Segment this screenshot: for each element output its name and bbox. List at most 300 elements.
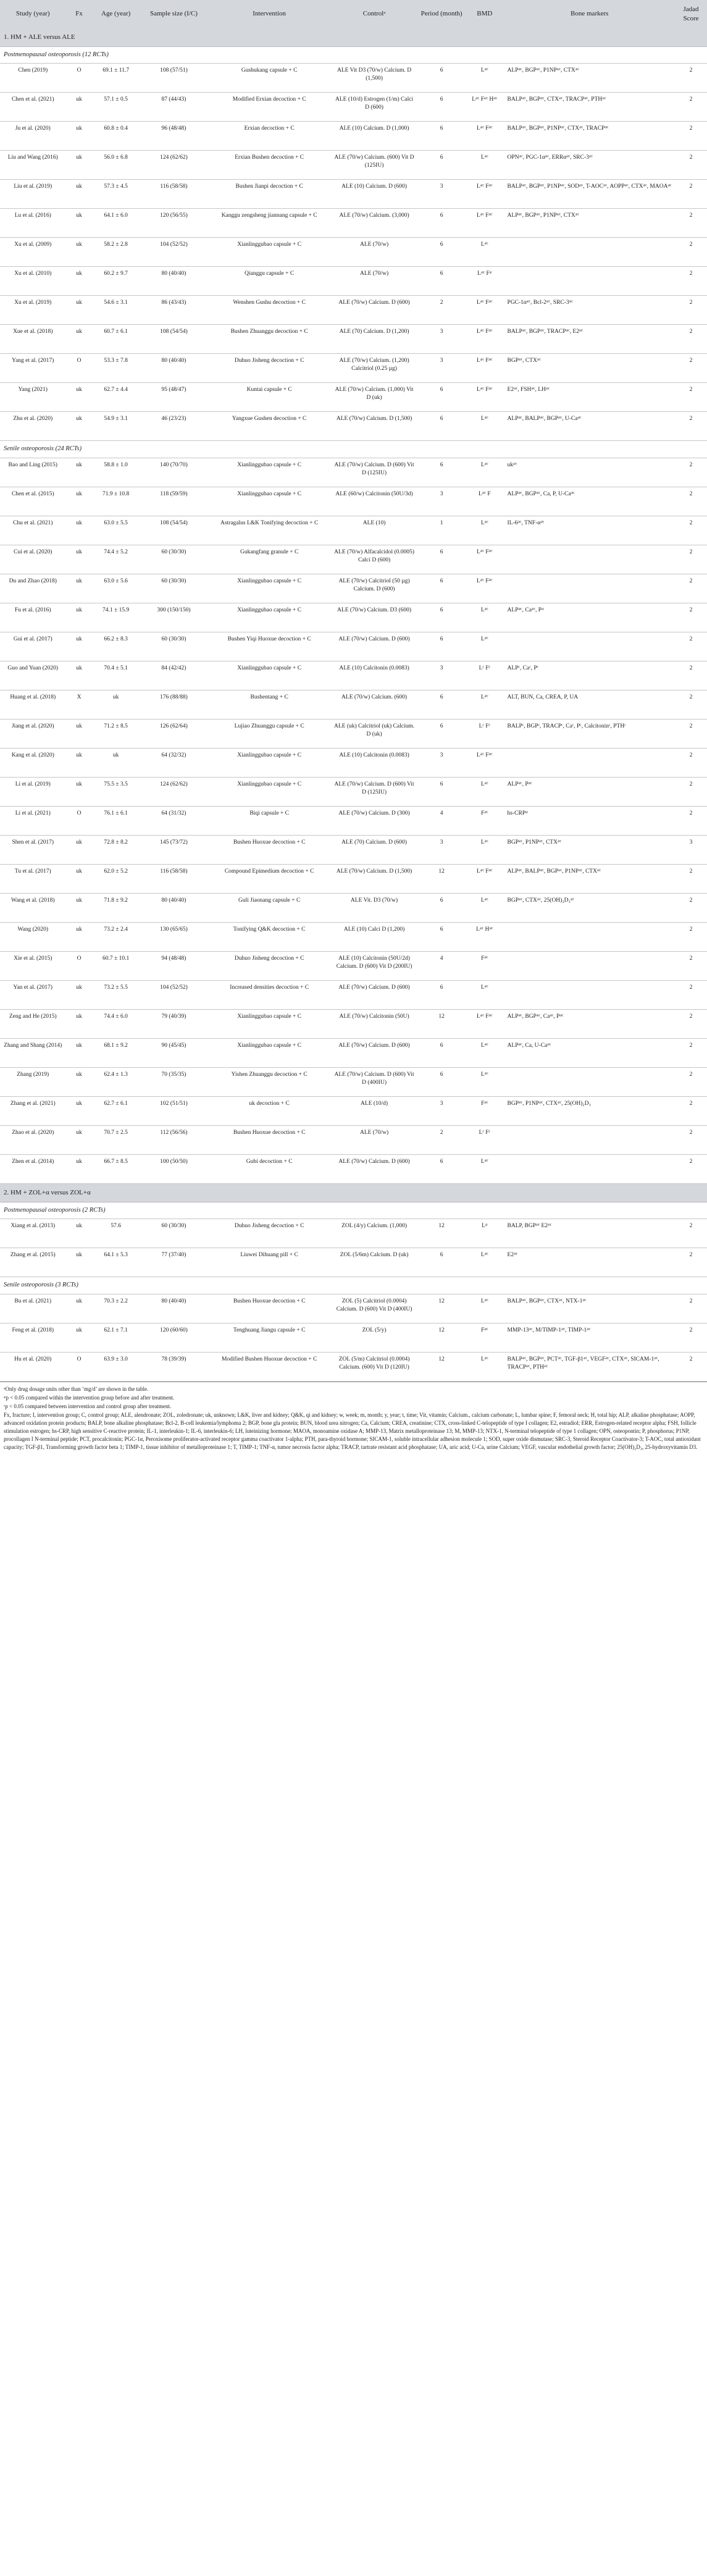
cell-control: ALE (70/w) Calcium. (1,200) Calcitriol (0.25 µg) [330, 354, 418, 383]
cell-bone-markers: BALPᵆᶜ, BGPᵆᶜ, CTXᵆᶜ, NTX-1ᵆᶜ [504, 1294, 675, 1323]
cell-study: Bao and Ling (2015) [0, 458, 66, 487]
cell-intervention: Tonifying Q&K decoction + C [208, 922, 330, 951]
cell-study: Huang et al. (2018) [0, 690, 66, 719]
cell-jadad-score: 2 [675, 574, 707, 603]
cell-study: Xue et al. (2018) [0, 325, 66, 354]
cell-age: 63.0 ± 5.6 [93, 574, 140, 603]
cell-jadad-score: 2 [675, 922, 707, 951]
cell-study: Xu et al. (2010) [0, 267, 66, 296]
cell-intervention: Gubi decoction + C [208, 1154, 330, 1183]
cell-bone-markers [504, 574, 675, 603]
table-row [0, 1096, 707, 1125]
cell-period: 6 [418, 1248, 465, 1277]
cell-bone-markers [504, 1154, 675, 1183]
cell-bmd: Lᵆᶜ Fᵆᶜ [465, 864, 504, 893]
section-heading [0, 28, 707, 47]
cell-fx: uk [66, 835, 93, 864]
cell-fx: X [66, 690, 93, 719]
table-row [0, 1009, 707, 1038]
table-row [0, 603, 707, 632]
cell-jadad-score: 2 [675, 180, 707, 209]
cell-control: ALE Vit D3 (70/w) Calcium. D (1,500) [330, 64, 418, 93]
table-row [0, 748, 707, 777]
cell-period: 6 [418, 93, 465, 122]
table-row [0, 325, 707, 354]
cell-period: 3 [418, 1096, 465, 1125]
cell-control: ALE (70/w) Calcitriol (50 µg) Calcium. D (600) [330, 574, 418, 603]
cell-jadad-score: 2 [675, 383, 707, 412]
cell-control: ALE (10) Calcium. D (600) [330, 180, 418, 209]
cell-bmd: Lᵆᶜ [465, 1067, 504, 1096]
cell-bone-markers: BALPᵆᶜ, BGPᵆᶜ, TRACPᵆᶜ, E2ᵆᶜ [504, 325, 675, 354]
cell-bone-markers: ALPᵆᶜ, Ca, U-Caᵆᶜ [504, 1038, 675, 1067]
cell-study: Yang (2021) [0, 383, 66, 412]
cell-control: ALE (70/w) Calcium. D (600) [330, 296, 418, 325]
cell-jadad-score: 2 [675, 412, 707, 441]
table-row [0, 180, 707, 209]
header-fx: Fx [66, 0, 93, 28]
cell-bone-markers [504, 632, 675, 661]
cell-sample-size: 126 (62/64) [140, 719, 209, 748]
cell-sample-size: 120 (60/60) [140, 1323, 209, 1352]
cell-bmd: Lᵆᶜ Fᵆᶜ Hᵆᶜ [465, 93, 504, 122]
cell-sample-size: 140 (70/70) [140, 458, 209, 487]
cell-jadad-score: 2 [675, 64, 707, 93]
cell-bone-markers [504, 980, 675, 1009]
cell-control: ALE (70/w) Calcium. D (1,500) [330, 412, 418, 441]
table-row [0, 835, 707, 864]
cell-jadad-score: 2 [675, 151, 707, 180]
cell-study: Li et al. (2019) [0, 777, 66, 806]
cell-jadad-score: 2 [675, 354, 707, 383]
cell-age: 66.2 ± 8.3 [93, 632, 140, 661]
cell-age: 71.2 ± 8.5 [93, 719, 140, 748]
footnote-b: ᵆp < 0.05 compared within the intervention group before and after treatment. [4, 1395, 175, 1401]
cell-age: 71.9 ± 10.8 [93, 487, 140, 516]
cell-sample-size: 70 (35/35) [140, 1067, 209, 1096]
cell-study: Guo and Yuan (2020) [0, 661, 66, 690]
cell-sample-size: 102 (51/51) [140, 1096, 209, 1125]
cell-sample-size: 80 (40/40) [140, 267, 209, 296]
cell-period: 1 [418, 516, 465, 545]
cell-jadad-score: 2 [675, 864, 707, 893]
table-row [0, 516, 707, 545]
cell-jadad-score: 2 [675, 1067, 707, 1096]
header-control: Controlᵃ [330, 0, 418, 28]
cell-bmd: Lᵆᶜ [465, 632, 504, 661]
cell-jadad-score: 2 [675, 632, 707, 661]
cell-age: uk [93, 690, 140, 719]
cell-control: ALE (70/w) Calcium. D (300) [330, 806, 418, 835]
cell-jadad-score: 2 [675, 777, 707, 806]
cell-age: 70.4 ± 5.1 [93, 661, 140, 690]
cell-control: ZOL (5/y) [330, 1323, 418, 1352]
cell-control: ZOL (5/6m) Calcium. D (uk) [330, 1248, 418, 1277]
table-row [0, 209, 707, 238]
cell-period: 3 [418, 835, 465, 864]
cell-jadad-score: 2 [675, 1248, 707, 1277]
cell-fx: uk [66, 267, 93, 296]
table-row [0, 632, 707, 661]
cell-sample-size: 64 (31/32) [140, 806, 209, 835]
header-study: Study (year) [0, 0, 66, 28]
cell-intervention: Erxian decoction + C [208, 122, 330, 151]
cell-intervention: Guli Jiaonang capsule + C [208, 893, 330, 922]
cell-study: Fu et al. (2016) [0, 603, 66, 632]
cell-bone-markers [504, 238, 675, 267]
cell-bone-markers: ALPᵆᶜ, Pᵆᶜ [504, 777, 675, 806]
cell-jadad-score: 2 [675, 1352, 707, 1381]
cell-age: 60.2 ± 9.7 [93, 267, 140, 296]
cell-bone-markers [504, 922, 675, 951]
cell-fx: uk [66, 458, 93, 487]
cell-control: ALE (70/w) Calcium. D (600) Vit D (125IU) [330, 777, 418, 806]
cell-study: Xu et al. (2009) [0, 238, 66, 267]
cell-sample-size: 112 (56/56) [140, 1125, 209, 1154]
cell-jadad-score: 2 [675, 603, 707, 632]
cell-sample-size: 300 (150/150) [140, 603, 209, 632]
cell-sample-size: 84 (42/42) [140, 661, 209, 690]
cell-period: 4 [418, 951, 465, 980]
cell-intervention: uk decoction + C [208, 1096, 330, 1125]
cell-sample-size: 78 (39/39) [140, 1352, 209, 1381]
cell-fx: O [66, 951, 93, 980]
cell-study: Chen et al. (2015) [0, 487, 66, 516]
cell-fx: uk [66, 412, 93, 441]
cell-period: 6 [418, 458, 465, 487]
cell-bmd: Lᵆᶜ Fᵆᶜ [465, 325, 504, 354]
cell-sample-size: 124 (62/62) [140, 151, 209, 180]
cell-control: ALE (70/w) Calcium. D (600) [330, 980, 418, 1009]
cell-intervention: Erxian Bushen decoction + C [208, 151, 330, 180]
cell-intervention: Gukangfang granule + C [208, 545, 330, 574]
cell-control: ZOL (4/y) Calcium. (1,000) [330, 1219, 418, 1248]
cell-age: 57.3 ± 4.5 [93, 180, 140, 209]
cell-intervention: Duhuo Jisheng decoction + C [208, 354, 330, 383]
cell-age: 62.4 ± 1.3 [93, 1067, 140, 1096]
cell-fx: uk [66, 1294, 93, 1323]
cell-period: 6 [418, 574, 465, 603]
cell-study: Wang (2020) [0, 922, 66, 951]
table-row [0, 719, 707, 748]
table-row [0, 238, 707, 267]
table-row [0, 412, 707, 441]
table-body [0, 28, 707, 1382]
cell-study: Zhang and Shang (2014) [0, 1038, 66, 1067]
cell-fx: uk [66, 180, 93, 209]
cell-jadad-score: 2 [675, 238, 707, 267]
cell-jadad-score: 2 [675, 980, 707, 1009]
cell-age: 60.7 ± 10.1 [93, 951, 140, 980]
cell-control: ALE (70/w) Calcium. D (600) [330, 632, 418, 661]
cell-bone-markers: MMP-13ᵆᶜ, M/TIMP-1ᵆᶜ, TIMP-1ᵆᶜ [504, 1323, 675, 1352]
cell-jadad-score: 2 [675, 1009, 707, 1038]
table-row [0, 354, 707, 383]
cell-jadad-score: 2 [675, 487, 707, 516]
cell-control: ALE (70/w) Calcium. (600) [330, 690, 418, 719]
cell-intervention: Xianlinggubao capsule + C [208, 661, 330, 690]
cell-age: 63.0 ± 5.5 [93, 516, 140, 545]
cell-sample-size: 104 (52/52) [140, 238, 209, 267]
cell-bmd: Lᵆᶜ [465, 893, 504, 922]
cell-study: Du and Zhao (2018) [0, 574, 66, 603]
cell-period: 6 [418, 632, 465, 661]
table-row [0, 1294, 707, 1323]
cell-sample-size: 116 (58/58) [140, 180, 209, 209]
cell-jadad-score: 2 [675, 951, 707, 980]
cell-control: ALE (70/w) Calcium. (3,000) [330, 209, 418, 238]
subgroup-title: Senile osteoporosis (3 RCTs) [0, 1277, 707, 1294]
cell-study: Bu et al. (2021) [0, 1294, 66, 1323]
cell-jadad-score: 2 [675, 1294, 707, 1323]
cell-study: Ju et al. (2020) [0, 122, 66, 151]
cell-intervention: Biqi capsule + C [208, 806, 330, 835]
cell-age: 70.7 ± 2.5 [93, 1125, 140, 1154]
cell-fx: uk [66, 574, 93, 603]
cell-bmd: Lᵆᶜ [465, 690, 504, 719]
table-row [0, 661, 707, 690]
cell-bmd: Fᵆᶜ [465, 951, 504, 980]
cell-period: 6 [418, 383, 465, 412]
cell-intervention: Bushen Huoxue decoction + C [208, 835, 330, 864]
cell-bmd: Lᵆᶜ [465, 516, 504, 545]
table-row [0, 806, 707, 835]
cell-fx: uk [66, 632, 93, 661]
cell-bone-markers [504, 545, 675, 574]
cell-age: 76.1 ± 6.1 [93, 806, 140, 835]
cell-age: 54.9 ± 3.1 [93, 412, 140, 441]
cell-bone-markers: OPNᵆᶜ, PGC-1αᵆᶜ, ERRαᵆᶜ, SRC-3ᵆᶜ [504, 151, 675, 180]
cell-period: 6 [418, 1067, 465, 1096]
cell-control: ZOL (5) Calcitriol (0.0004) Calcium. D (600) Vit D (400IU) [330, 1294, 418, 1323]
cell-jadad-score: 2 [675, 661, 707, 690]
cell-study: Jiang et al. (2020) [0, 719, 66, 748]
cell-study: Gui et al. (2017) [0, 632, 66, 661]
cell-age: 53.3 ± 7.8 [93, 354, 140, 383]
cell-study: Xu et al. (2019) [0, 296, 66, 325]
cell-age: 64.1 ± 5.3 [93, 1248, 140, 1277]
cell-intervention: Qianggu capsule + C [208, 267, 330, 296]
cell-bone-markers: BALPᵆᶜ, BGPᵆᶜ, P1NPᵆᶜ, SODᵆᶜ, T-AOCᵆᶜ, AOPPᵆᶜ, CTXᵆᶜ, MAOAᵆᶜ [504, 180, 675, 209]
cell-jadad-score: 2 [675, 690, 707, 719]
cell-sample-size: 80 (40/40) [140, 893, 209, 922]
cell-period: 3 [418, 180, 465, 209]
cell-period: 6 [418, 151, 465, 180]
table-row [0, 151, 707, 180]
cell-age: 62.7 ± 4.4 [93, 383, 140, 412]
table-row [0, 1067, 707, 1096]
cell-fx: uk [66, 93, 93, 122]
cell-bmd: Lᵆᶜ [465, 1038, 504, 1067]
cell-bone-markers: BALPᵆᶜ, BGPᵆᶜ, P1NPᵆᶜ, CTXᵆᶜ, TRACPᵆᶜ [504, 122, 675, 151]
cell-age: 58.8 ± 1.0 [93, 458, 140, 487]
cell-sample-size: 120 (56/55) [140, 209, 209, 238]
cell-bone-markers [504, 951, 675, 980]
table-header [0, 0, 707, 28]
cell-fx: uk [66, 748, 93, 777]
cell-fx: uk [66, 864, 93, 893]
cell-age: 58.2 ± 2.8 [93, 238, 140, 267]
cell-control: ALE (70/w) Calcium. (1,000) Vit D (uk) [330, 383, 418, 412]
cell-bmd: Lᶜ Fᶜ [465, 661, 504, 690]
cell-age: 64.1 ± 6.0 [93, 209, 140, 238]
subgroup-title: Postmenopausal osteoporosis (2 RCTs) [0, 1202, 707, 1219]
cell-bmd: Lᵆᶜ [465, 238, 504, 267]
cell-sample-size: 124 (62/62) [140, 777, 209, 806]
cell-age: 74.4 ± 6.0 [93, 1009, 140, 1038]
cell-fx: uk [66, 209, 93, 238]
cell-jadad-score: 2 [675, 1219, 707, 1248]
cell-period: 6 [418, 719, 465, 748]
cell-age: 75.5 ± 3.5 [93, 777, 140, 806]
table-row [0, 1352, 707, 1381]
cell-sample-size: 118 (59/59) [140, 487, 209, 516]
cell-study: Zeng and He (2015) [0, 1009, 66, 1038]
table-row [0, 122, 707, 151]
cell-intervention: Increased densities decoction + C [208, 980, 330, 1009]
cell-study: Yan et al. (2017) [0, 980, 66, 1009]
cell-age: 74.1 ± 15.9 [93, 603, 140, 632]
cell-fx: uk [66, 487, 93, 516]
cell-control: ALE (60/w) Calcitonin (50U/3d) [330, 487, 418, 516]
cell-bone-markers: hs-CRPᵆ [504, 806, 675, 835]
cell-bmd: Lᵆᶜ F [465, 487, 504, 516]
cell-bmd: Lᵆᶜ [465, 1248, 504, 1277]
cell-study: Cui et al. (2020) [0, 545, 66, 574]
cell-period: 6 [418, 64, 465, 93]
cell-intervention: Xianlinggubao capsule + C [208, 238, 330, 267]
cell-control: ALE (10) Calcium. D (1,000) [330, 122, 418, 151]
table-row [0, 1038, 707, 1067]
cell-bmd: Lᵆᶜ Hᵆᶜ [465, 922, 504, 951]
subgroup-title: Postmenopausal osteoporosis (12 RCTs) [0, 46, 707, 63]
cell-fx: uk [66, 1323, 93, 1352]
cell-control: ALE (70/w) Calcium. D (600) Vit D (400IU) [330, 1067, 418, 1096]
cell-bone-markers: ALPᵆᶜ, BGPᵆᶜ, Caᵆᶜ, Pᵆᶜ [504, 1009, 675, 1038]
cell-bone-markers: ALPᵆᶜ, BALPᵆᶜ, BGPᵆᶜ, U-Caᵆᶜ [504, 412, 675, 441]
cell-intervention: Gushukang capsule + C [208, 64, 330, 93]
cell-sample-size: 108 (54/54) [140, 325, 209, 354]
cell-study: Wang et al. (2018) [0, 893, 66, 922]
cell-control: ALE (70/w) [330, 238, 418, 267]
cell-control: ALE (70/w) [330, 1125, 418, 1154]
cell-sample-size: 96 (48/48) [140, 122, 209, 151]
footnote-a: ᵃOnly drug dosage units other than ’mg/d’ are shown in the table. [4, 1385, 149, 1392]
cell-jadad-score: 2 [675, 1323, 707, 1352]
cell-fx: uk [66, 296, 93, 325]
cell-control: ALE (10/d) [330, 1096, 418, 1125]
cell-sample-size: 94 (48/48) [140, 951, 209, 980]
cell-sample-size: 95 (48/47) [140, 383, 209, 412]
footnote-c: ᶜp < 0.05 compared between intervention and control group after treatment. [4, 1403, 172, 1410]
table-row [0, 383, 707, 412]
cell-period: 6 [418, 922, 465, 951]
cell-fx: uk [66, 1248, 93, 1277]
header-bone-markers: Bone markers [504, 0, 675, 28]
cell-study: Zhao et al. (2020) [0, 1125, 66, 1154]
table-row [0, 267, 707, 296]
cell-intervention: Bushen Jianpi decoction + C [208, 180, 330, 209]
cell-jadad-score: 2 [675, 1038, 707, 1067]
cell-intervention: Bushen Huoxue decoction + C [208, 1294, 330, 1323]
cell-age: 60.7 ± 6.1 [93, 325, 140, 354]
cell-age: 54.6 ± 3.1 [93, 296, 140, 325]
table-row [0, 1323, 707, 1352]
section-title: 2. HM + ZOL+α versus ZOL+α [0, 1183, 707, 1202]
cell-bone-markers: BGPᵆᶜ, CTXᵆᶜ, 25(OH)₂D₃ᵆᶜ [504, 893, 675, 922]
table-row [0, 64, 707, 93]
cell-intervention: Xianlinggubao capsule + C [208, 487, 330, 516]
cell-age: 73.2 ± 5.5 [93, 980, 140, 1009]
table-row [0, 922, 707, 951]
cell-study: Liu et al. (2019) [0, 180, 66, 209]
cell-intervention: Modified Erxian decoction + C [208, 93, 330, 122]
table-row [0, 458, 707, 487]
cell-period: 6 [418, 122, 465, 151]
cell-bone-markers: ALPᵆᶜ, BALPᵆᶜ, BGPᵆᶜ, P1NPᵆᶜ, CTXᵆᶜ [504, 864, 675, 893]
cell-bmd: Lᵆᶜ Fᵆᶜ [465, 545, 504, 574]
cell-control: ALE (uk) Calcitriol (uk) Calcium. D (uk) [330, 719, 418, 748]
header-jadad-score: Jadad Score [675, 0, 707, 28]
cell-control: ALE (10/d) Estrogen (1/m) Calci D (600) [330, 93, 418, 122]
cell-bmd: Lᵆᶜ [465, 151, 504, 180]
cell-study: Shen et al. (2017) [0, 835, 66, 864]
subgroup-heading [0, 1202, 707, 1219]
cell-bone-markers: E2ᵆᶜ [504, 1248, 675, 1277]
subgroup-heading [0, 1277, 707, 1294]
table-footnotes [0, 1382, 707, 1455]
cell-fx: uk [66, 893, 93, 922]
cell-fx: uk [66, 383, 93, 412]
cell-period: 6 [418, 267, 465, 296]
cell-fx: uk [66, 238, 93, 267]
cell-period: 12 [418, 1294, 465, 1323]
cell-period: 3 [418, 354, 465, 383]
cell-study: Zhang et al. (2021) [0, 1096, 66, 1125]
header-bmd: BMD [465, 0, 504, 28]
cell-sample-size: 116 (58/58) [140, 864, 209, 893]
cell-bone-markers: BGPᵆᶜ, P1NPᵆᶜ, CTXᵆᶜ, 25(OH)₂D₃ [504, 1096, 675, 1125]
cell-period: 2 [418, 1125, 465, 1154]
cell-bone-markers [504, 1125, 675, 1154]
cell-jadad-score: 2 [675, 806, 707, 835]
cell-jadad-score: 2 [675, 93, 707, 122]
cell-control: ALE (10) [330, 516, 418, 545]
cell-fx: uk [66, 1096, 93, 1125]
cell-bmd: Lᵆᶜ [465, 412, 504, 441]
cell-bmd: Lᵆᶜ Fᵆᶜ [465, 383, 504, 412]
cell-intervention: Yishen Zhuanggu decoction + C [208, 1067, 330, 1096]
header-age: Age (year) [93, 0, 140, 28]
cell-bmd: Lᶜ Fᶜ [465, 1125, 504, 1154]
table-row [0, 574, 707, 603]
cell-age: 72.8 ± 8.2 [93, 835, 140, 864]
cell-study: Hu et al. (2020) [0, 1352, 66, 1381]
cell-control: ALE (70/w) Calcium. D (600) [330, 1038, 418, 1067]
cell-fx: uk [66, 1067, 93, 1096]
cell-study: Chen et al. (2021) [0, 93, 66, 122]
cell-intervention: Xianlinggubao capsule + C [208, 777, 330, 806]
cell-sample-size: 60 (30/30) [140, 632, 209, 661]
cell-bone-markers: E2ᵆᶜ, FSHᵆᶜ, LHᵆᶜ [504, 383, 675, 412]
cell-fx: O [66, 354, 93, 383]
cell-control: ALE Vit. D3 (70/w) [330, 893, 418, 922]
cell-control: ALE (70/w) Calcium. (600) Vit D (125IU) [330, 151, 418, 180]
cell-bone-markers: ALPᵆᶜ, BGPᵆᶜ, P1NPᵆᶜ, CTXᵆᶜ [504, 64, 675, 93]
header-intervention: Intervention [208, 0, 330, 28]
cell-study: Zhen et al. (2014) [0, 1154, 66, 1183]
cell-sample-size: 86 (43/43) [140, 296, 209, 325]
